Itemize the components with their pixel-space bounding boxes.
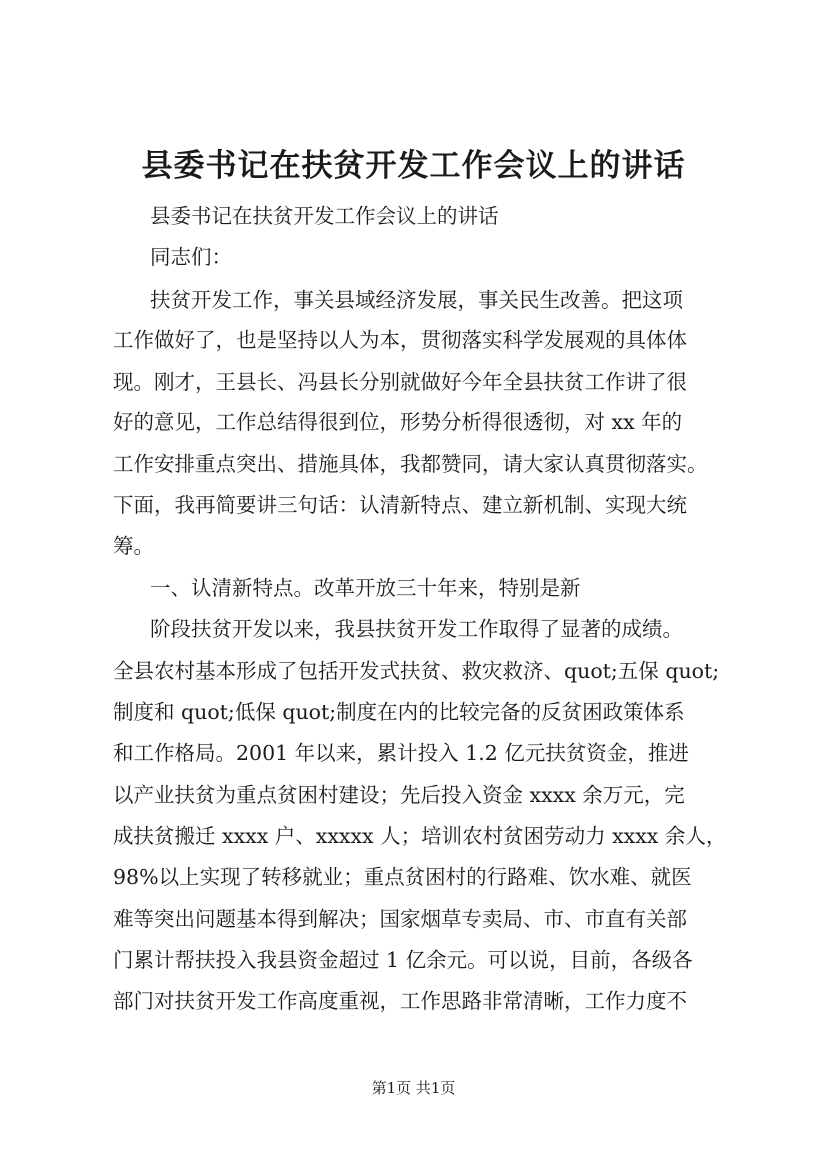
body-line: 现。刚才，王县长、冯县长分别就做好今年全县扶贫工作讲了很	[113, 370, 687, 394]
subtitle-line: 县委书记在扶贫开发工作会议上的讲话	[150, 204, 499, 228]
body-line: 以产业扶贫为重点贫困村建设；先后投入资金 xxxx 余万元，完	[113, 783, 685, 807]
body-line: 阶段扶贫开发以来，我县扶贫开发工作取得了显著的成绩。	[150, 617, 683, 641]
body-line: 筹。	[113, 534, 154, 558]
body-line: 下面，我再简要讲三句话：认清新特点、建立新机制、实现大统	[113, 493, 687, 517]
body-line: 制度和 quot;低保 quot;制度在内的比较完备的反贫困政策体系	[113, 700, 685, 724]
body-line: 工作做好了，也是坚持以人为本，贯彻落实科学发展观的具体体	[113, 328, 687, 352]
body-line: 和工作格局。2001 年以来，累计投入 1.2 亿元扶贫资金，推进	[113, 741, 689, 765]
body-line: 好的意见，工作总结得很到位，形势分析得很透彻，对 xx 年的	[113, 410, 683, 434]
body-line: 全县农村基本形成了包括开发式扶贫、救灾救济、quot;五保 quot;	[113, 659, 720, 683]
body-line: 门累计帮扶投入我县资金超过 1 亿余元。可以说，目前，各级各	[113, 948, 693, 972]
body-line: 成扶贫搬迁 xxxx 户、xxxxx 人；培训农村贫困劳动力 xxxx 余人，	[113, 824, 727, 848]
document-title: 县委书记在扶贫开发工作会议上的讲话	[141, 148, 686, 184]
body-line: 扶贫开发工作，事关县域经济发展，事关民生改善。把这项	[150, 288, 683, 312]
body-line: 工作安排重点突出、措施具体，我都赞同，请大家认真贯彻落实。	[113, 452, 708, 476]
body-line: 部门对扶贫开发工作高度重视，工作思路非常清晰，工作力度不	[113, 989, 687, 1013]
salutation-line: 同志们：	[150, 245, 232, 269]
body-line: 98%以上实现了转移就业；重点贫困村的行路难、饮水难、就医	[113, 865, 692, 889]
body-line: 难等突出问题基本得到解决；国家烟草专卖局、市、市直有关部	[113, 907, 687, 931]
section-heading-line: 一、认清新特点。改革开放三十年来，特别是新	[150, 576, 581, 600]
page-footer: 第1页 共1页	[371, 1079, 456, 1097]
